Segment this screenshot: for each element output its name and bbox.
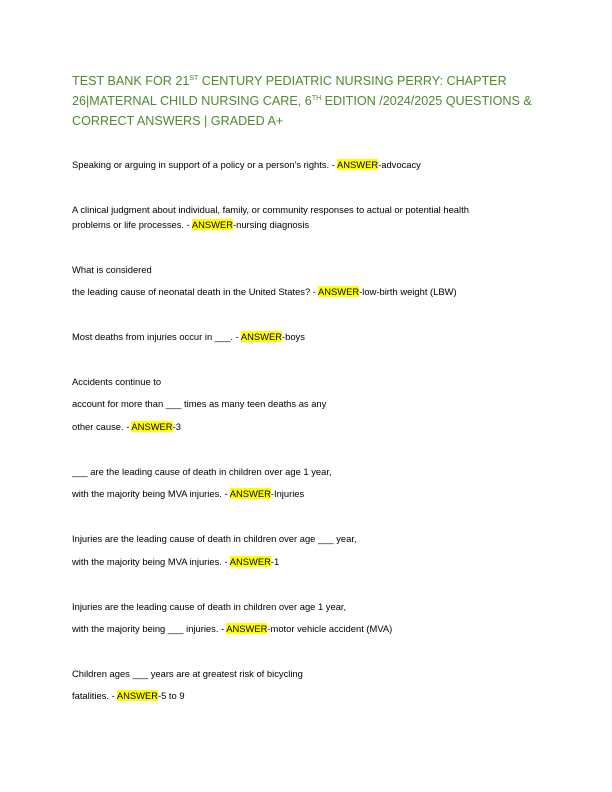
qa-line: [72, 421, 181, 433]
answer-marker: ANSWER: [229, 556, 271, 567]
answer-text: -1: [270, 556, 280, 567]
answer-text: -low-birth weight (LBW): [359, 286, 457, 297]
answer-marker: ANSWER: [226, 623, 268, 634]
qa-line: [72, 286, 457, 298]
qa-line: [72, 219, 309, 231]
answer-text: -nursing diagnosis: [233, 219, 310, 230]
question-text: problems or life processes. -: [72, 219, 192, 230]
qa-line: [72, 159, 421, 171]
qa-line: [72, 668, 303, 680]
qa-line: [72, 533, 357, 545]
answer-marker: ANSWER: [131, 421, 173, 432]
answer-text: -3: [172, 421, 181, 432]
question-text: A clinical judgment about individual, family, or community responses to actual or potential health: [72, 204, 469, 215]
question-text: Injuries are the leading cause of death in children over age 1 year,: [72, 601, 347, 612]
qa-line: [72, 204, 469, 216]
question-text: Injuries are the leading cause of death in children over age ___ year,: [72, 533, 357, 544]
qa-line: [72, 556, 279, 568]
question-text: the leading cause of neonatal death in the United States? -: [72, 286, 319, 297]
question-text: Accidents continue to: [72, 376, 162, 387]
document-title: [72, 71, 542, 131]
answer-text: -Injuries: [270, 488, 305, 499]
title-superscript-th: TH: [311, 95, 322, 102]
answer-marker: ANSWER: [318, 286, 360, 297]
title-part-2: CENTURY PEDIATRIC NURSING PERRY: CHAPTER 26|MATERNAL CHILD NURSING CARE, 6: [72, 74, 507, 108]
question-text: fatalities. -: [72, 690, 117, 701]
question-text: other cause. -: [72, 421, 132, 432]
answer-marker: ANSWER: [229, 488, 271, 499]
answer-text: -advocacy: [378, 159, 421, 170]
question-text: with the majority being MVA injuries. -: [72, 488, 230, 499]
question-text: ___ are the leading cause of death in children over age 1 year,: [72, 466, 332, 477]
answer-marker: ANSWER: [116, 690, 158, 701]
qa-line: [72, 264, 152, 276]
question-text: with the majority being ___ injuries. -: [72, 623, 227, 634]
question-text: Speaking or arguing in support of a policy or a person's rights. -: [72, 159, 337, 170]
qa-line: [72, 690, 185, 702]
answer-marker: ANSWER: [240, 331, 282, 342]
answer-text: -boys: [281, 331, 305, 342]
question-text: Children ages ___ years are at greatest risk of bicycling: [72, 668, 303, 679]
qa-line: [72, 398, 326, 410]
question-text: Most deaths from injuries occur in ___. -: [72, 331, 241, 342]
question-text: with the majority being MVA injuries. -: [72, 556, 230, 567]
title-part-1: TEST BANK FOR 21: [72, 74, 190, 88]
qa-line: [72, 331, 305, 343]
answer-text: -5 to 9: [157, 690, 185, 701]
title-part-3: EDITION /2024/2025 QUESTIONS & CORRECT ANSWERS | GRADED A+: [72, 94, 532, 128]
qa-line: [72, 466, 332, 478]
qa-line: [72, 623, 392, 635]
question-text: account for more than ___ times as many teen deaths as any: [72, 398, 327, 409]
answer-marker: ANSWER: [336, 159, 379, 170]
qa-line: [72, 376, 161, 388]
qa-line: [72, 601, 346, 613]
qa-line: [72, 488, 304, 500]
answer-marker: ANSWER: [191, 219, 233, 230]
answer-text: -motor vehicle accident (MVA): [267, 623, 393, 634]
title-superscript-st: ST: [189, 75, 199, 82]
question-text: What is considered: [72, 264, 152, 275]
